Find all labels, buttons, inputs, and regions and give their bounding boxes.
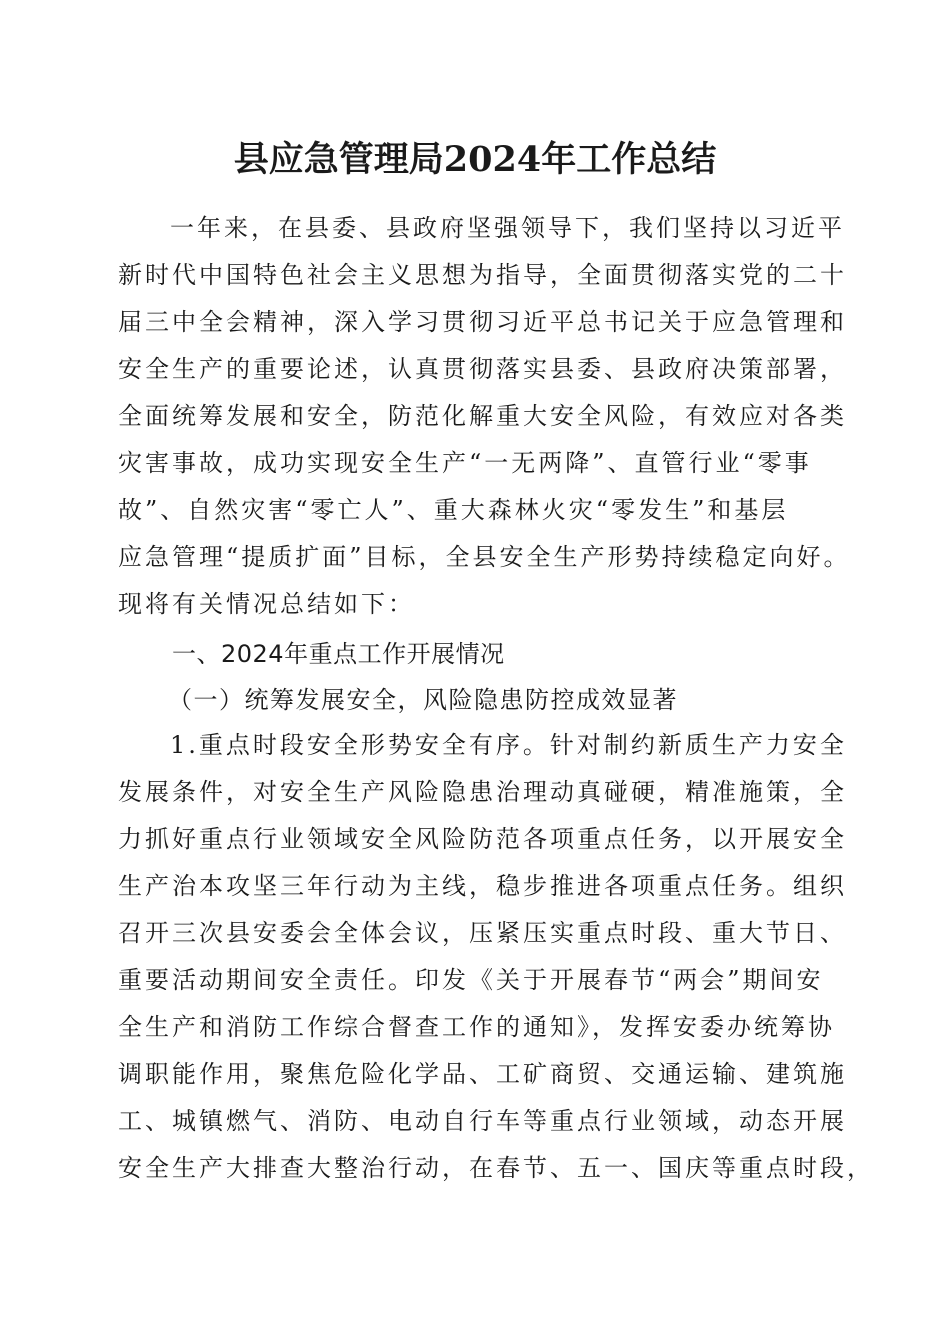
document-title: 县应急管理局2024年工作总结 — [233, 139, 717, 180]
intro-line: 灾害事故，成功实现安全生产“一无两降”、直管行业“零事 — [118, 449, 812, 477]
item-line: 生产治本攻坚三年行动为主线，稳步推进各项重点任务。组织 — [118, 872, 847, 900]
intro-line: 一年来，在县委、县政府坚强领导下，我们坚持以习近平 — [170, 214, 845, 242]
intro-line: 故”、自然灾害“零亡人”、重大森林火灾“零发生”和基层 — [118, 496, 789, 524]
intro-line: 应急管理“提质扩面”目标，全县安全生产形势持续稳定向好。 — [118, 543, 851, 571]
intro-line: 安全生产的重要论述，认真贯彻落实县委、县政府决策部署， — [118, 355, 847, 383]
item-line: 1.重点时段安全形势安全有序。针对制约新质生产力安全 — [170, 731, 847, 759]
item-line: 重要活动期间安全责任。印发《关于开展春节“两会”期间安 — [118, 966, 824, 994]
intro-line: 现将有关情况总结如下： — [118, 590, 415, 618]
item-line: 发展条件，对安全生产风险隐患治理动真碰硬，精准施策，全 — [118, 778, 847, 806]
intro-line: 届三中全会精神，深入学习贯彻习近平总书记关于应急管理和 — [118, 308, 847, 336]
item-line: 力抓好重点行业领域安全风险防范各项重点任务，以开展安全 — [118, 825, 847, 853]
intro-paragraph — [118, 205, 851, 628]
intro-line: 新时代中国特色社会主义思想为指导，全面贯彻落实党的二十 — [118, 261, 847, 289]
item-line: 工、城镇燃气、消防、电动自行车等重点行业领域，动态开展 — [118, 1107, 847, 1135]
item-paragraph — [118, 722, 874, 1192]
item-line: 召开三次县安委会全体会议，压紧压实重点时段、重大节日、 — [118, 919, 847, 947]
item-line: 安全生产大排查大整治行动，在春节、五一、国庆等重点时段， — [118, 1154, 874, 1182]
item-line: 调职能作用，聚焦危险化学品、工矿商贸、交通运输、建筑施 — [118, 1060, 847, 1088]
intro-line: 全面统筹发展和安全，防范化解重大安全风险，有效应对各类 — [118, 402, 847, 430]
item-line: 全生产和消防工作综合督查工作的通知》，发挥安委办统筹协 — [118, 1013, 835, 1041]
subsection-heading: （一）统筹发展安全，风险隐患防控成效显著 — [168, 686, 678, 714]
section-heading: 一、2024年重点工作开展情况 — [172, 640, 505, 668]
